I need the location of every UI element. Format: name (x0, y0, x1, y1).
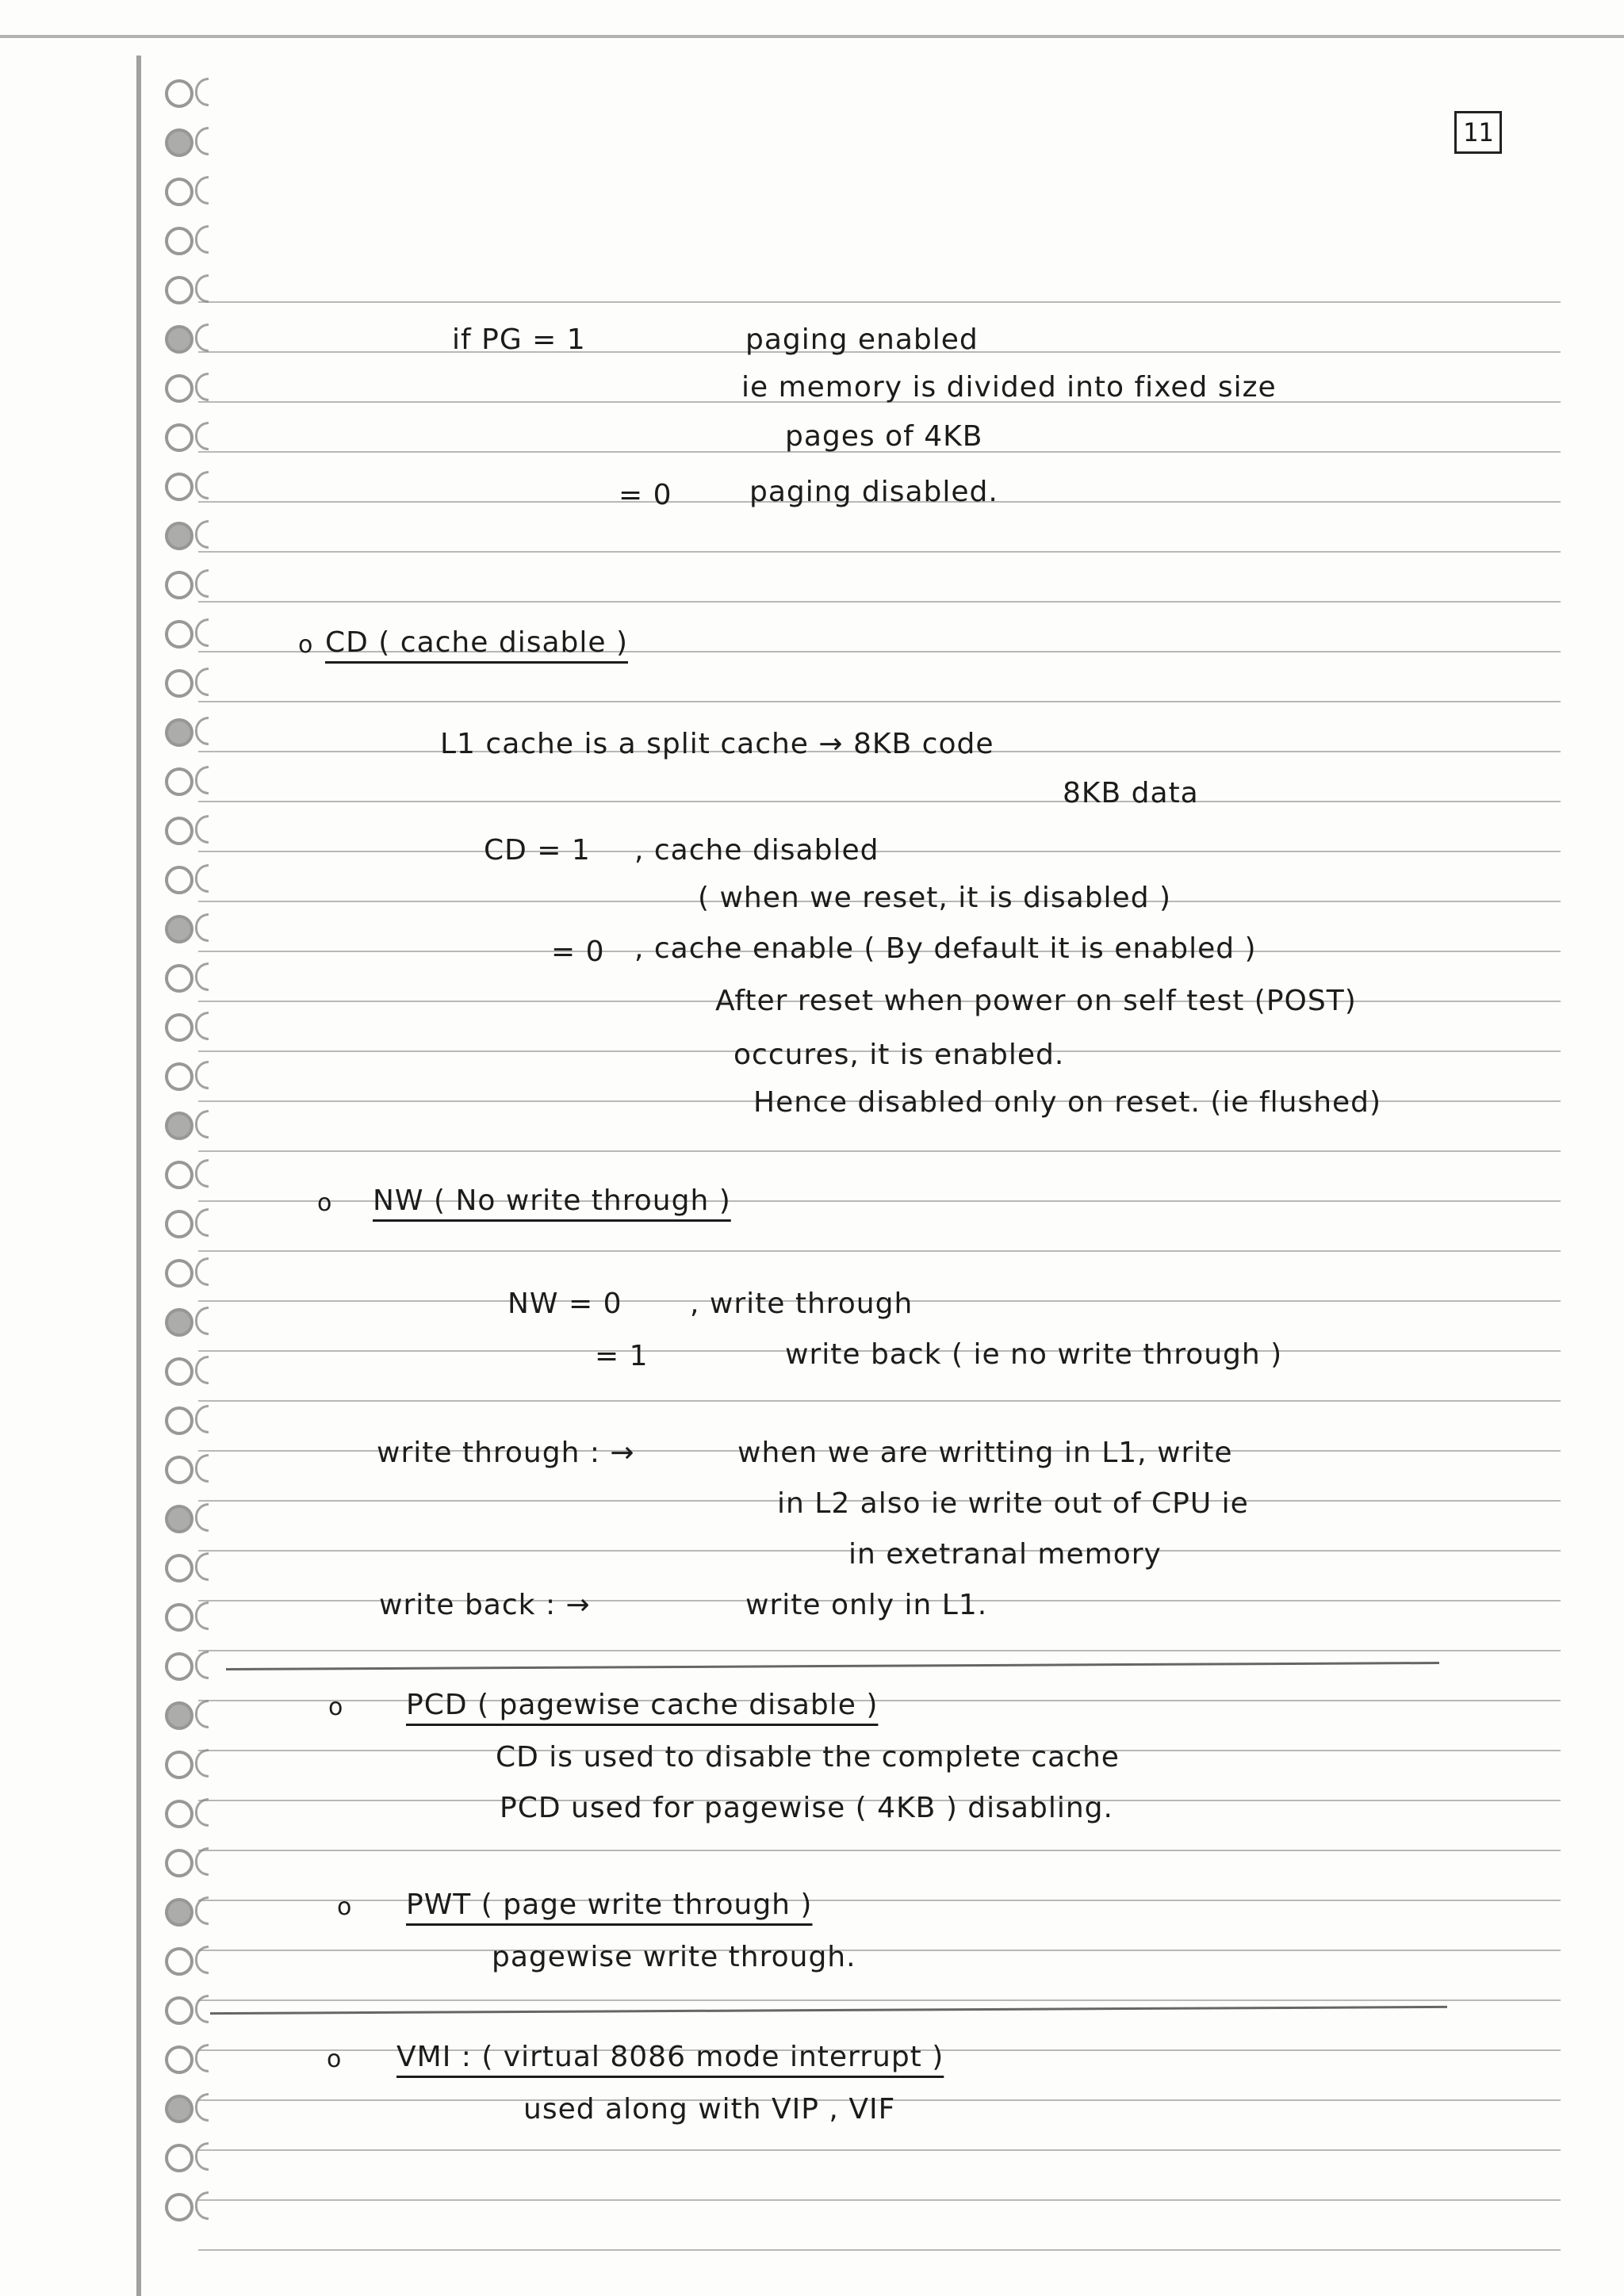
binding-hole (195, 520, 209, 549)
wt-label: write through : → (377, 1437, 635, 1469)
pcd-line-1: CD is used to disable the complete cache (496, 1741, 1120, 1774)
binding-ring (165, 473, 193, 501)
binding-hole (195, 2044, 209, 2072)
binding-ring (165, 620, 193, 649)
nw1-val: write back ( ie no write through ) (785, 1338, 1283, 1371)
binding-hole (195, 422, 209, 450)
paging-pg1: if PG = 1 (452, 323, 586, 356)
wt-line-1: when we are writting in L1, write (737, 1437, 1233, 1469)
cd1-note: ( when we reset, it is disabled ) (698, 882, 1172, 914)
binding-ring (165, 1161, 193, 1189)
nw-heading: NW ( No write through ) (373, 1184, 731, 1217)
binding-hole (195, 2093, 209, 2122)
ruled-line (198, 551, 1561, 553)
ruled-line (198, 1850, 1561, 1851)
nw0-val: , write through (690, 1288, 914, 1320)
ruled-line (198, 1400, 1561, 1402)
nw-bullet: o (317, 1189, 333, 1217)
binding-ring (165, 128, 193, 157)
ruled-line (198, 701, 1561, 702)
binding-hole (195, 668, 209, 696)
paging-disabled: paging disabled. (749, 476, 998, 508)
section-divider-2 (210, 2006, 1447, 2015)
ruled-line (198, 1700, 1561, 1701)
binding-hole (195, 815, 209, 844)
binding-ring (165, 1603, 193, 1632)
binding-hole (195, 1700, 209, 1728)
binding-hole (195, 1552, 209, 1581)
ruled-line (198, 1250, 1561, 1252)
binding-ring (165, 571, 193, 599)
ruled-line (198, 301, 1561, 303)
wt-line-3: in exetranal memory (848, 1538, 1162, 1571)
nw0-eq: NW = 0 (508, 1288, 622, 1320)
binding-ring (165, 1800, 193, 1828)
binding-ring (165, 2193, 193, 2221)
binding-ring (165, 325, 193, 354)
binding-ring (165, 1357, 193, 1386)
paging-desc-2: pages of 4KB (785, 420, 983, 453)
binding-hole (195, 1307, 209, 1335)
binding-ring (165, 227, 193, 255)
pwt-heading: PWT ( page write through ) (406, 1888, 813, 1921)
binding-hole (195, 2142, 209, 2171)
spiral-binding (155, 79, 219, 2291)
binding-ring (165, 178, 193, 206)
binding-hole (195, 1208, 209, 1237)
ruled-line (198, 2249, 1561, 2251)
binding-ring (165, 1210, 193, 1238)
binding-ring (165, 1456, 193, 1484)
binding-hole (195, 1110, 209, 1138)
binding-hole (195, 766, 209, 794)
binding-hole (195, 1749, 209, 1777)
binding-ring (165, 1652, 193, 1681)
binding-hole (195, 1454, 209, 1483)
binding-ring (165, 1701, 193, 1730)
ruled-line (198, 2149, 1561, 2151)
binding-ring (165, 1259, 193, 1288)
binding-hole (195, 225, 209, 254)
binding-hole (195, 864, 209, 893)
binding-hole (195, 373, 209, 401)
binding-ring (165, 1898, 193, 1927)
binding-hole (195, 1651, 209, 1679)
ruled-line (198, 851, 1561, 852)
binding-hole (195, 913, 209, 942)
binding-ring (165, 915, 193, 943)
ruled-line (198, 601, 1561, 603)
binding-hole (195, 1405, 209, 1433)
cd0-val: , cache enable ( By default it is enabled ) (634, 932, 1257, 965)
binding-hole (195, 962, 209, 991)
cd-bullet: o (298, 631, 314, 659)
binding-hole (195, 1061, 209, 1089)
binding-ring (165, 1406, 193, 1435)
binding-ring (165, 1505, 193, 1533)
binding-hole (195, 1503, 209, 1532)
binding-hole (195, 1356, 209, 1384)
binding-hole (195, 274, 209, 303)
binding-hole (195, 1159, 209, 1188)
cd-l1-split: L1 cache is a split cache → 8KB code (440, 728, 994, 760)
binding-ring (165, 1554, 193, 1582)
binding-hole (195, 1847, 209, 1876)
pwt-line-1: pagewise write through. (492, 1941, 856, 1973)
binding-ring (165, 866, 193, 894)
binding-hole (195, 569, 209, 598)
pwt-bullet: o (337, 1893, 353, 1921)
binding-ring (165, 1849, 193, 1877)
ruled-line (198, 1900, 1561, 1901)
binding-ring (165, 2045, 193, 2074)
paging-enabled: paging enabled (745, 323, 979, 356)
binding-hole (195, 323, 209, 352)
ruled-line (198, 2199, 1561, 2201)
margin-line (136, 55, 141, 2296)
cd-after-2: occures, it is enabled. (733, 1039, 1065, 1071)
nw1-eq: = 1 (595, 1340, 649, 1372)
paging-desc-1: ie memory is divided into fixed size (741, 371, 1277, 404)
cd-l1-data: 8KB data (1063, 777, 1199, 809)
binding-ring (165, 1062, 193, 1091)
vmi-heading: VMI : ( virtual 8086 mode interrupt ) (396, 2041, 944, 2073)
wt-line-2: in L2 also ie write out of CPU ie (777, 1487, 1249, 1520)
pcd-heading: PCD ( pagewise cache disable ) (406, 1689, 879, 1721)
ruled-line (198, 801, 1561, 802)
pcd-line-2: PCD used for pagewise ( 4KB ) disabling. (500, 1792, 1113, 1824)
vmi-line-1: used along with VIP , VIF (523, 2093, 896, 2126)
cd1-val: , cache disabled (634, 834, 879, 867)
wb-label: write back : → (379, 1589, 591, 1621)
binding-hole (195, 618, 209, 647)
binding-ring (165, 2144, 193, 2172)
binding-hole (195, 471, 209, 499)
binding-hole (195, 1257, 209, 1286)
binding-ring (165, 718, 193, 747)
binding-ring (165, 374, 193, 403)
binding-ring (165, 817, 193, 845)
paging-pg0: = 0 (619, 479, 672, 511)
binding-ring (165, 79, 193, 108)
binding-ring (165, 964, 193, 993)
binding-hole (195, 78, 209, 106)
binding-hole (195, 1601, 209, 1630)
ruled-line (198, 1950, 1561, 1951)
cd1-eq: CD = 1 (484, 834, 591, 867)
binding-hole (195, 717, 209, 745)
binding-ring (165, 767, 193, 796)
binding-hole (195, 1012, 209, 1040)
binding-ring (165, 1112, 193, 1140)
binding-ring (165, 1947, 193, 1976)
wb-line-1: write only in L1. (745, 1589, 988, 1621)
cd-heading: CD ( cache disable ) (325, 626, 629, 659)
binding-ring (165, 1751, 193, 1779)
cd0-eq: = 0 (551, 936, 605, 968)
binding-hole (195, 1798, 209, 1827)
page-number: 11 (1454, 111, 1502, 154)
binding-ring (165, 1996, 193, 2025)
ruled-line (198, 1150, 1561, 1152)
binding-ring (165, 276, 193, 304)
binding-hole (195, 2191, 209, 2220)
cd-after-1: After reset when power on self test (POST) (715, 985, 1357, 1017)
pcd-bullet: o (328, 1693, 344, 1721)
binding-ring (165, 1013, 193, 1042)
binding-hole (195, 127, 209, 155)
binding-ring (165, 1308, 193, 1337)
binding-hole (195, 176, 209, 205)
binding-ring (165, 2095, 193, 2123)
vmi-bullet: o (327, 2045, 343, 2073)
binding-ring (165, 423, 193, 452)
section-divider (226, 1662, 1439, 1670)
binding-ring (165, 522, 193, 550)
ruled-line (198, 1999, 1561, 2001)
cd-after-3: Hence disabled only on reset. (ie flushed) (753, 1086, 1382, 1119)
binding-ring (165, 669, 193, 698)
ruled-line (198, 1650, 1561, 1651)
top-edge-rule (0, 35, 1624, 38)
